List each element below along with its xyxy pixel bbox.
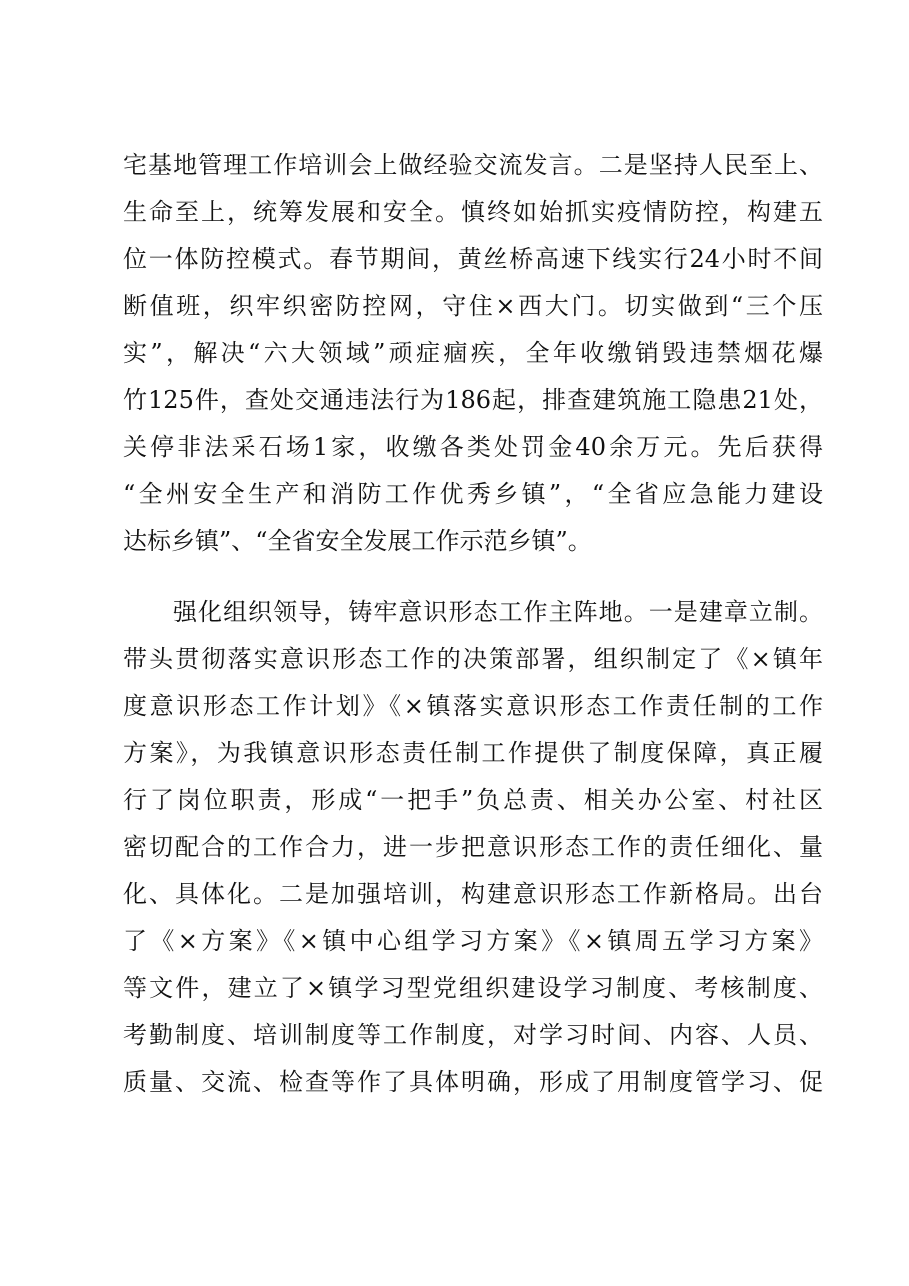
paragraph-1-line-6: 竹125件，查处交通违法行为186起，排查建筑施工隐患21处， [123,386,823,414]
paragraph-1-line-9: 达标乡镇”、“全省安全发展工作示范乡镇”。 [123,527,592,555]
paragraph-1-line-4: 断值班，织牢织密防控网，守住×西大门。切实做到“三个压 [123,292,823,320]
paragraph-1-line-5: 实”，解决“六大领域”顽症痼疾，全年收缴销毁违禁烟花爆 [123,339,823,367]
paragraph-2-line-8: 了《×方案》《×镇中心组学习方案》《×镇周五学习方案》 [123,927,823,955]
paragraph-2-line-1: 强化组织领导，铸牢意识形态工作主阵地。一是建章立制。 [173,598,823,626]
paragraph-2-line-3: 度意识形态工作计划》《×镇落实意识形态工作责任制的工作 [123,692,823,720]
paragraph-2-line-5: 行了岗位职责，形成“一把手”负总责、相关办公室、村社区 [123,786,823,814]
paragraph-1-line-7: 关停非法采石场1家，收缴各类处罚金40余万元。先后获得 [123,433,823,461]
paragraph-1-line-1: 宅基地管理工作培训会上做经验交流发言。二是坚持人民至上、 [123,151,823,179]
paragraph-2-line-11: 质量、交流、检查等作了具体明确，形成了用制度管学习、促 [123,1068,823,1096]
paragraph-2-line-6: 密切配合的工作合力，进一步把意识形态工作的责任细化、量 [123,833,823,861]
paragraph-2-line-7: 化、具体化。二是加强培训，构建意识形态工作新格局。出台 [123,880,823,908]
paragraph-2-line-2: 带头贯彻落实意识形态工作的决策部署，组织制定了《×镇年 [123,645,823,673]
paragraph-1-line-2: 生命至上，统筹发展和安全。慎终如始抓实疫情防控，构建五 [123,198,823,226]
paragraph-2-line-4: 方案》，为我镇意识形态责任制工作提供了制度保障，真正履 [123,739,823,767]
paragraph-1-line-3: 位一体防控模式。春节期间，黄丝桥高速下线实行24小时不间 [123,245,823,273]
paragraph-2-line-10: 考勤制度、培训制度等工作制度，对学习时间、内容、人员、 [123,1021,823,1049]
paragraph-2-line-9: 等文件，建立了×镇学习型党组织建设学习制度、考核制度、 [123,974,823,1002]
paragraph-1-line-8: “全州安全生产和消防工作优秀乡镇”，“全省应急能力建设 [123,480,823,508]
